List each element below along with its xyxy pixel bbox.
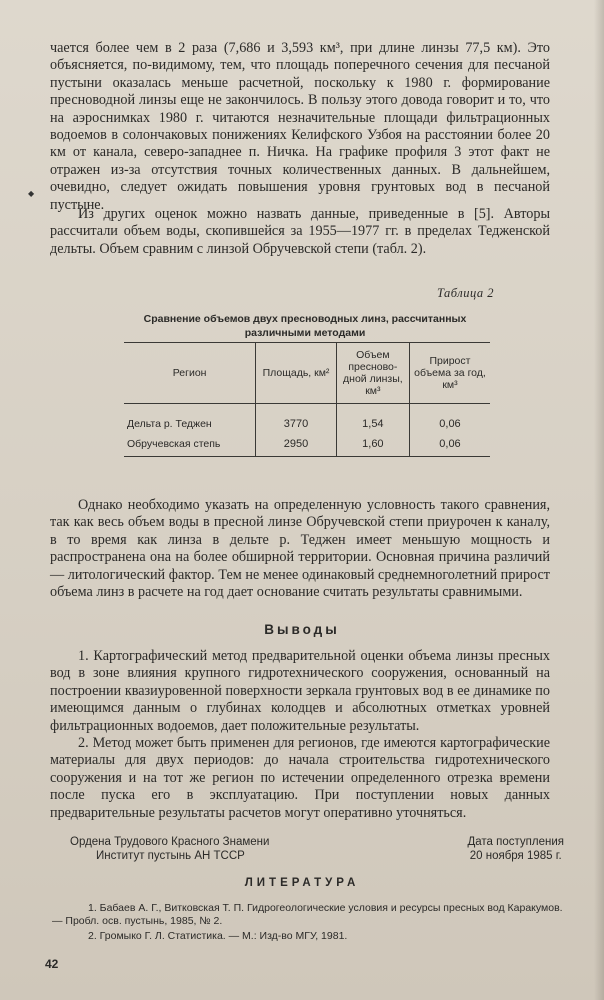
table-row [124, 434, 490, 457]
paragraph-other-estimates [50, 206, 550, 258]
table-title: Сравнение объемов двух пресноводных линз, рассчитанных различными методами [143, 313, 467, 339]
table-row [124, 414, 490, 434]
paragraph-intro [50, 40, 550, 214]
literature-heading: ЛИТЕРАТУРА [244, 877, 360, 889]
received-date [467, 835, 564, 863]
institute-line: Институт пустынь АН ТССР [96, 850, 245, 862]
paragraph-comparison-note [50, 497, 550, 601]
cell-area: 3770 [256, 414, 337, 434]
paragraph-text: чается более чем в 2 раза (7,686 и 3,593 км³, при длине линзы 77,5 км). Это объясняется, по-видимому, тем, что площадь поперечного сечения для песчаной пустыни оказалась меньше расчетной, поскольку к 1980 г. формирование пресноводной линзы еще не закончилось. В пользу этого довода говорит и то, что на аэроснимках 1980 г. читаются незначительные площади фильтрационных водоемов в солончаковых понижениях Келифского Узбоя на расстоянии более 20 км от канала, северо-западнее п. Ничка. На графике профиля 3 этот факт не отражен из-за отсутствия точных количественных данных. В дальнейшем, очевидно, следует ожидать повышения уровня грунтовых вод в песчаной пустыне. [50, 40, 550, 213]
paragraph-text: Однако необходимо указать на определенную условность такого сравнения, так как весь объем воды в пресной линзе Обручевской степи приурочен к каналу, в то время как линза в дельте р. Теджен имеет меньшую мощность и распространена она на более обширной территории. Основная причина различий — литологический фактор. Тем не менее одинаковый среднемноголетний прирост объема линз в расчете на год дает основание считать результаты сравнимыми. [50, 497, 550, 601]
margin-mark: ◆ [28, 189, 35, 198]
conclusions-heading: Выводы [264, 622, 340, 637]
page-number: 42 [45, 957, 59, 971]
references-list [52, 902, 572, 945]
cell-region: Обручевская степь [127, 437, 221, 450]
institute-affiliation [70, 835, 269, 863]
cell-increase: 0,06 [409, 414, 490, 434]
cell-increase: 0,06 [409, 434, 490, 457]
date-value: 20 ноября 1985 г. [469, 850, 562, 862]
cell-region: Дельта р. Теджен [127, 417, 212, 430]
cell-volume: 1,60 [336, 434, 409, 457]
header-area: Площадь, км² [256, 343, 337, 404]
header-volume: Объем пресноводной линзы, км³ [336, 343, 409, 404]
cell-volume: 1,54 [336, 414, 409, 434]
reference-item: 1. Бабаев А. Г., Витковская Т. П. Гидрогеологические условия и ресурсы пресных вод Каракумов. — Пробл. осв. пустынь, 1985, № 2. [52, 902, 563, 927]
header-region: Регион [124, 343, 256, 404]
date-label: Дата поступления [467, 836, 564, 848]
paragraph-text: Из других оценок можно назвать данные, приведенные в [5]. Авторы рассчитали объем воды, скопившейся за 1955—1977 гг. в пределах Тедженской дельты. Объем сравним с линзой Обручевской степи (табл. 2). [50, 206, 550, 257]
conclusion-item: 2. Метод может быть применен для регионов, где имеются картографические материалы для двух периодов: до начала строительства гидротехнического сооружения и на тот же регион по истечении определенного отрезка времени после пуска его в эксплуатацию. При поступлении новых данных предварительные результаты расчетов могут оперативно уточняться. [50, 735, 550, 821]
table-caption: Таблица 2 [437, 286, 494, 300]
cell-area: 2950 [256, 434, 337, 457]
header-annual-increase: Прирост объема за год, км³ [409, 343, 490, 404]
conclusions-list [50, 648, 550, 822]
page-edge-shadow [594, 0, 604, 1000]
comparison-table [124, 342, 490, 457]
reference-item: 2. Громыко Г. Л. Статистика. — М.: Изд-во МГУ, 1981. [88, 930, 348, 942]
table-header-row [124, 343, 490, 404]
institute-line: Ордена Трудового Красного Знамени [70, 836, 270, 848]
conclusion-item: 1. Картографический метод предварительной оценки объема линзы пресных вод в зоне влияния крупного гидротехнического сооружения, основанный на построении квазиуровенной поверхности зеркала грунтовых вод в ее динамике по имеющимся данным о глубинах колодцев и абсолютных отметках уровней фильтрационных водоемов, дает положительные результаты. [50, 648, 550, 734]
